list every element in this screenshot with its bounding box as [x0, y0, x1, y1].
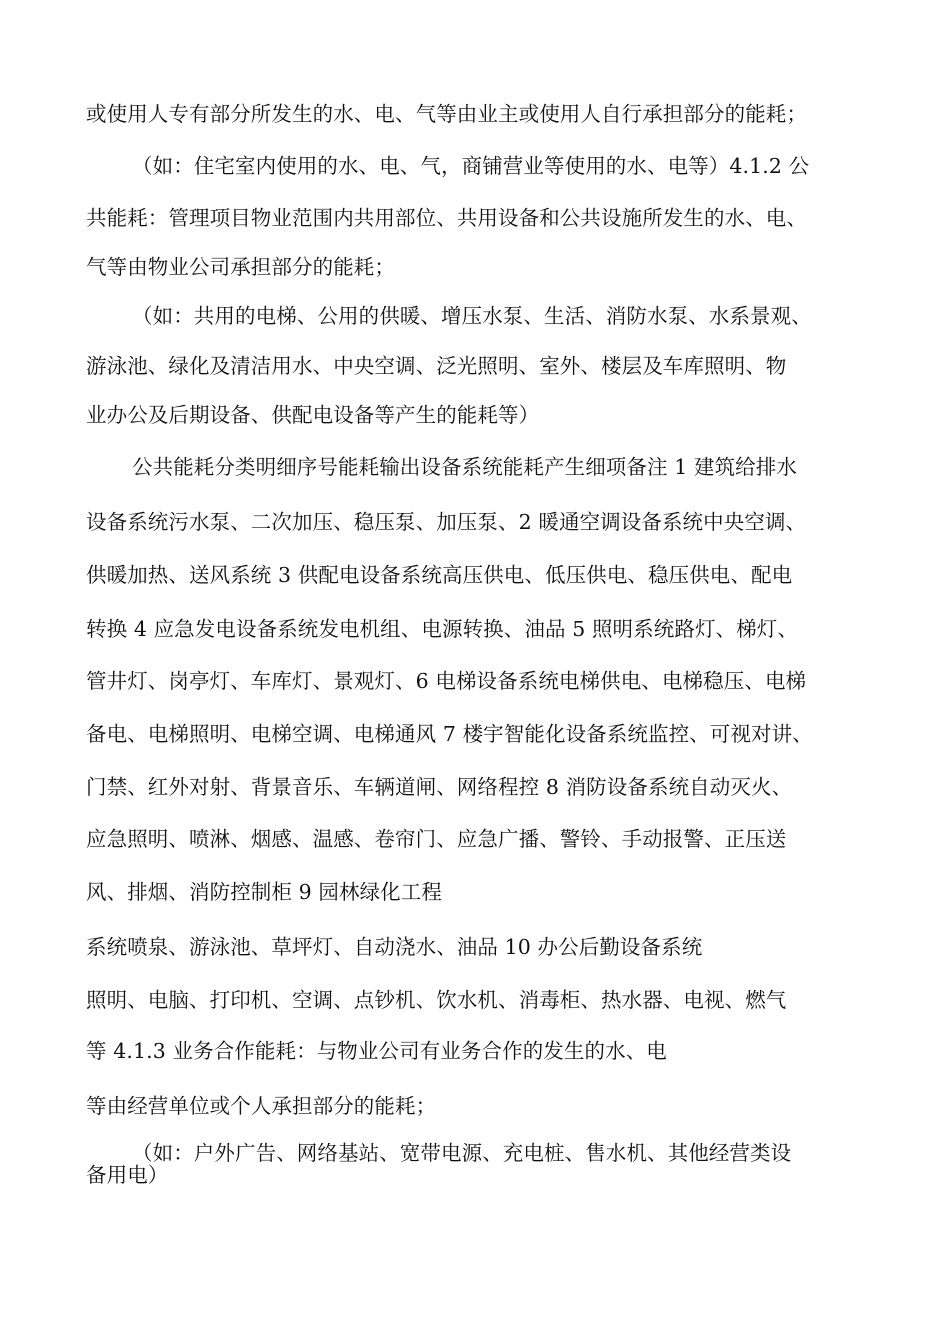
- text-line: 备用电）: [86, 1163, 169, 1187]
- text-line: （如：户外广告、网络基站、宽带电源、充电桩、售水机、其他经营类设: [132, 1141, 792, 1165]
- text-line: 业办公及后期设备、供配电设备等产生的能耗等）: [86, 403, 540, 427]
- text-line: （如：住宅室内使用的水、电、气，商铺营业等使用的水、电等）4.1.2 公: [132, 154, 810, 178]
- text-line: 公共能耗分类明细序号能耗输出设备系统能耗产生细项备注 1 建筑给排水: [132, 455, 797, 479]
- text-line: 等由经营单位或个人承担部分的能耗；: [86, 1094, 437, 1118]
- text-line: 应急照明、喷淋、烟感、温感、卷帘门、应急广播、警铃、手动报警、正压送: [86, 827, 787, 851]
- text-line: 转换 4 应急发电设备系统发电机组、电源转换、油品 5 照明系统路灯、梯灯、: [86, 617, 798, 641]
- text-line: 共能耗：管理项目物业范围内共用部位、共用设备和公共设施所发生的水、电、: [86, 206, 807, 230]
- text-line: 气等由物业公司承担部分的能耗；: [86, 255, 395, 279]
- text-line: （如：共用的电梯、公用的供暖、增压水泵、生活、消防水泵、水系景观、: [132, 304, 812, 328]
- text-line: 或使用人专有部分所发生的水、电、气等由业主或使用人自行承担部分的能耗；: [86, 102, 807, 126]
- text-line: 照明、电脑、打印机、空调、点钞机、饮水机、消毒柜、热水器、电视、燃气: [86, 988, 787, 1012]
- text-line: 等 4.1.3 业务合作能耗：与物业公司有业务合作的发生的水、电: [86, 1039, 667, 1063]
- text-line: 风、排烟、消防控制柜 9 园林绿化工程: [86, 880, 442, 904]
- text-line: 系统喷泉、游泳池、草坪灯、自动浇水、油品 10 办公后勤设备系统: [86, 935, 703, 959]
- text-line: 供暖加热、送风系统 3 供配电设备系统高压供电、低压供电、稳压供电、配电: [86, 563, 793, 587]
- text-line: 备电、电梯照明、电梯空调、电梯通风 7 楼宇智能化设备系统监控、可视对讲、: [86, 722, 813, 746]
- text-line: 门禁、红外对射、背景音乐、车辆道闸、网络程控 8 消防设备系统自动灭火、: [86, 775, 793, 799]
- text-line: 游泳池、绿化及清洁用水、中央空调、泛光照明、室外、楼层及车库照明、物: [86, 354, 787, 378]
- text-line: 管井灯、岗亭灯、车库灯、景观灯、6 电梯设备系统电梯供电、电梯稳压、电梯: [86, 669, 807, 693]
- text-line: 设备系统污水泵、二次加压、稳压泵、加压泵、2 暖通空调设备系统中央空调、: [86, 510, 807, 534]
